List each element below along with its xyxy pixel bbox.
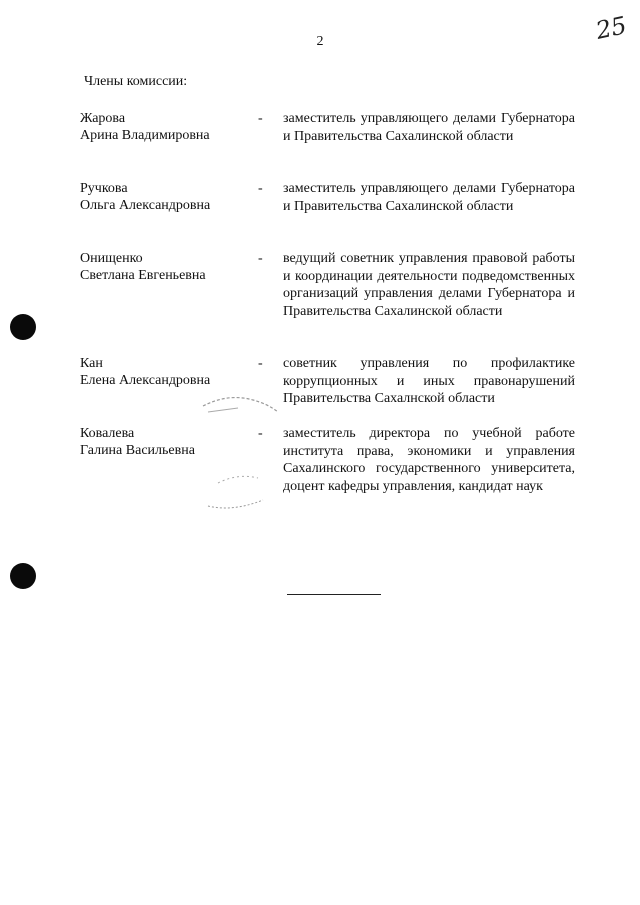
separator-line bbox=[287, 594, 381, 595]
member-position: заместитель директора по учебной работе института права, экономики и управления Сахалинского государственного университета, доцент кафедры управления, кандидат наук bbox=[283, 426, 575, 494]
member-dash: - bbox=[258, 181, 263, 196]
member-position: советник управления по профилактике коррупционных и иных правонарушений Правительства Сахалнской области bbox=[283, 356, 575, 406]
member-name: Жарова Арина Владимировна bbox=[80, 111, 210, 143]
member-dash: - bbox=[258, 426, 263, 441]
member-name: Ковалева Галина Васильевна bbox=[80, 426, 195, 458]
member-dash: - bbox=[258, 111, 263, 126]
member-name: Кан Елена Александровна bbox=[80, 356, 211, 388]
member-dash: - bbox=[258, 251, 263, 266]
faded-stamp-marks bbox=[198, 388, 298, 518]
member-position: заместитель управляющего делами Губернатора и Правительства Сахалинской области bbox=[283, 181, 575, 214]
member-dash: - bbox=[258, 356, 263, 371]
member-position: ведущий советник управления правовой работы и координации деятельности подведомственных организаций управления делами Губернатора и Правительства Сахалинской области bbox=[283, 251, 575, 319]
member-position: заместитель управляющего делами Губернатора и Правительства Сахалинской области bbox=[283, 111, 575, 144]
punch-hole-bottom bbox=[10, 563, 36, 589]
handwritten-page-mark: 25 bbox=[593, 11, 630, 45]
member-name: Ручкова Ольга Александровна bbox=[80, 181, 211, 213]
punch-hole-top bbox=[10, 314, 36, 340]
section-title: Члены комиссии: bbox=[84, 74, 188, 89]
page-number: 2 bbox=[316, 34, 324, 49]
member-name: Онищенко Светлана Евгеньевна bbox=[80, 251, 206, 283]
